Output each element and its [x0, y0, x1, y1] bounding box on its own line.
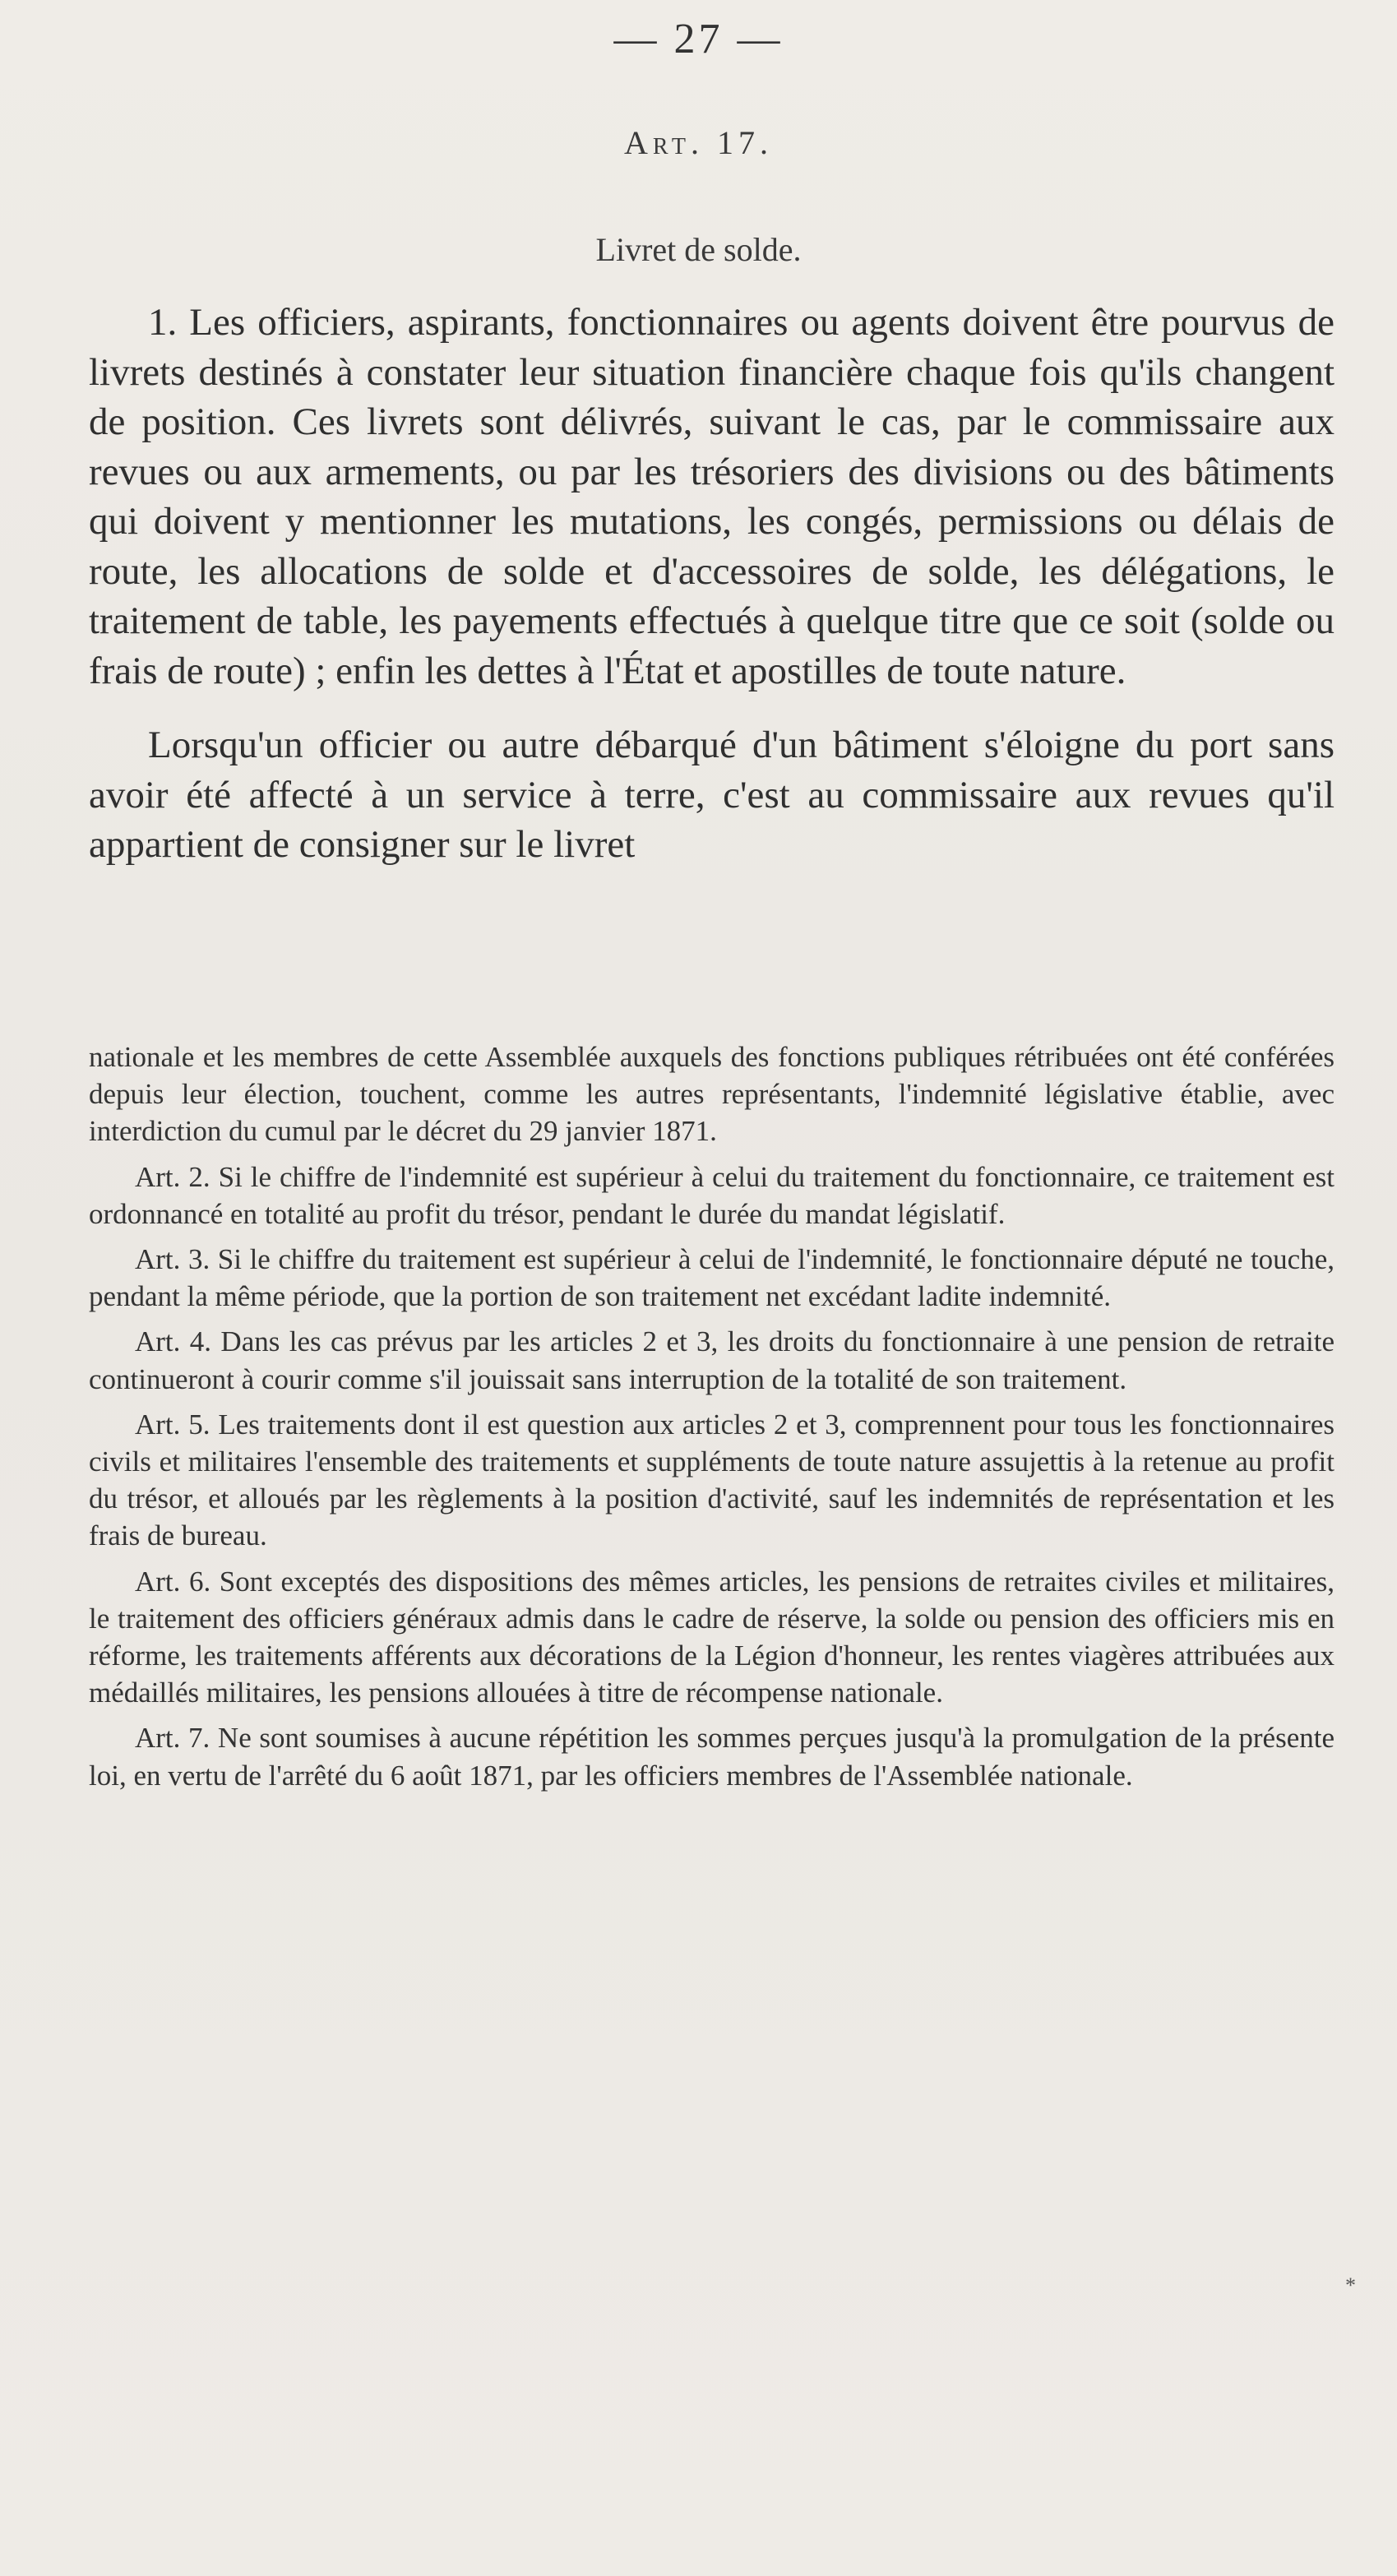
- article-6-paragraph: Art. 6. Sont exceptés des dispositions des mêmes articles, les pensions de retraites civiles et militaires, le traitement des officiers généraux admis dans le cadre de réserve, la solde ou pension des officiers mis en réforme, les traitements afférents aux décorations de la Légion d'honneur, les rentes viagères attribuées aux médaillés militaires, les pensions allouées à titre de récompense nationale.: [89, 1565, 1335, 1709]
- margin-asterisk: *: [1345, 2273, 1356, 2297]
- article-7-paragraph: Art. 7. Ne sont soumises à aucune répétition les sommes perçues jusqu'à la promulgation de la présente loi, en vertu de l'arrêté du 6 août 1871, par les officiers membres de l'Assemblée nationale.: [89, 1722, 1335, 1792]
- lower-text-block: [89, 1038, 1335, 1802]
- article-5-paragraph: Art. 5. Les traitements dont il est question aux articles 2 et 3, comprennent pour tous les fonctionnaires civils et militaires l'ensemble des traitements et suppléments de toute nature assujettis à la retenue au profit du trésor, et alloués par les règlements à la position d'activité, sauf les indemnités de représentation et les frais de bureau.: [89, 1408, 1335, 1552]
- article-3-paragraph: Art. 3. Si le chiffre du traitement est supérieur à celui de l'indemnité, le fonctionnaire député ne touche, pendant la même période, que la portion de son traitement net excédant ladite indemnité.: [89, 1243, 1335, 1313]
- page-number: — 27 —: [613, 16, 784, 62]
- article-2-paragraph: Art. 2. Si le chiffre de l'indemnité est supérieur à celui du traitement du fonctionnaire, ce traitement est ordonnancé en totalité au profit du trésor, pendant le durée du mandat législatif.: [89, 1160, 1335, 1230]
- paragraph-continuation: nationale et les membres de cette Assemblée auxquels des fonctions publiques rétribuées ont été conférées depuis leur élection, touchent, comme les autres représentants, l'indemnité législative établie, avec interdiction du cumul par le décret du 29 janvier 1871.: [89, 1041, 1335, 1148]
- section-subtitle: Livret de solde.: [595, 231, 802, 268]
- article-title: Art. 17.: [624, 124, 773, 161]
- upper-text-block: [89, 298, 1335, 870]
- paragraph-livret-1: 1. Les officiers, aspirants, fonctionnaires ou agents doivent être pourvus de livrets destinés à constater leur situation financière chaque fois qu'ils changent de position. Ces livrets sont délivrés, suivant le cas, par le commissaire aux revues ou aux armements, ou par les trésoriers des divisions ou des bâtiments qui doivent y mentionner les mutations, les congés, permissions ou délais de route, les allocations de solde et d'accessoires de solde, les délégations, le traitement de table, les payements effectués à quelque titre que ce soit (solde ou frais de route) ; enfin les dettes à l'État et apostilles de toute nature.: [89, 301, 1335, 692]
- article-4-paragraph: Art. 4. Dans les cas prévus par les articles 2 et 3, les droits du fonctionnaire à une pension de retraite continueront à courir comme s'il jouissait sans interruption de la totalité de son traitement.: [89, 1325, 1335, 1395]
- paragraph-livret-2: Lorsqu'un officier ou autre débarqué d'un bâtiment s'éloigne du port sans avoir été affecté à un service à terre, c'est au commissaire aux revues qu'il appartient de consigner sur le livret: [89, 724, 1335, 866]
